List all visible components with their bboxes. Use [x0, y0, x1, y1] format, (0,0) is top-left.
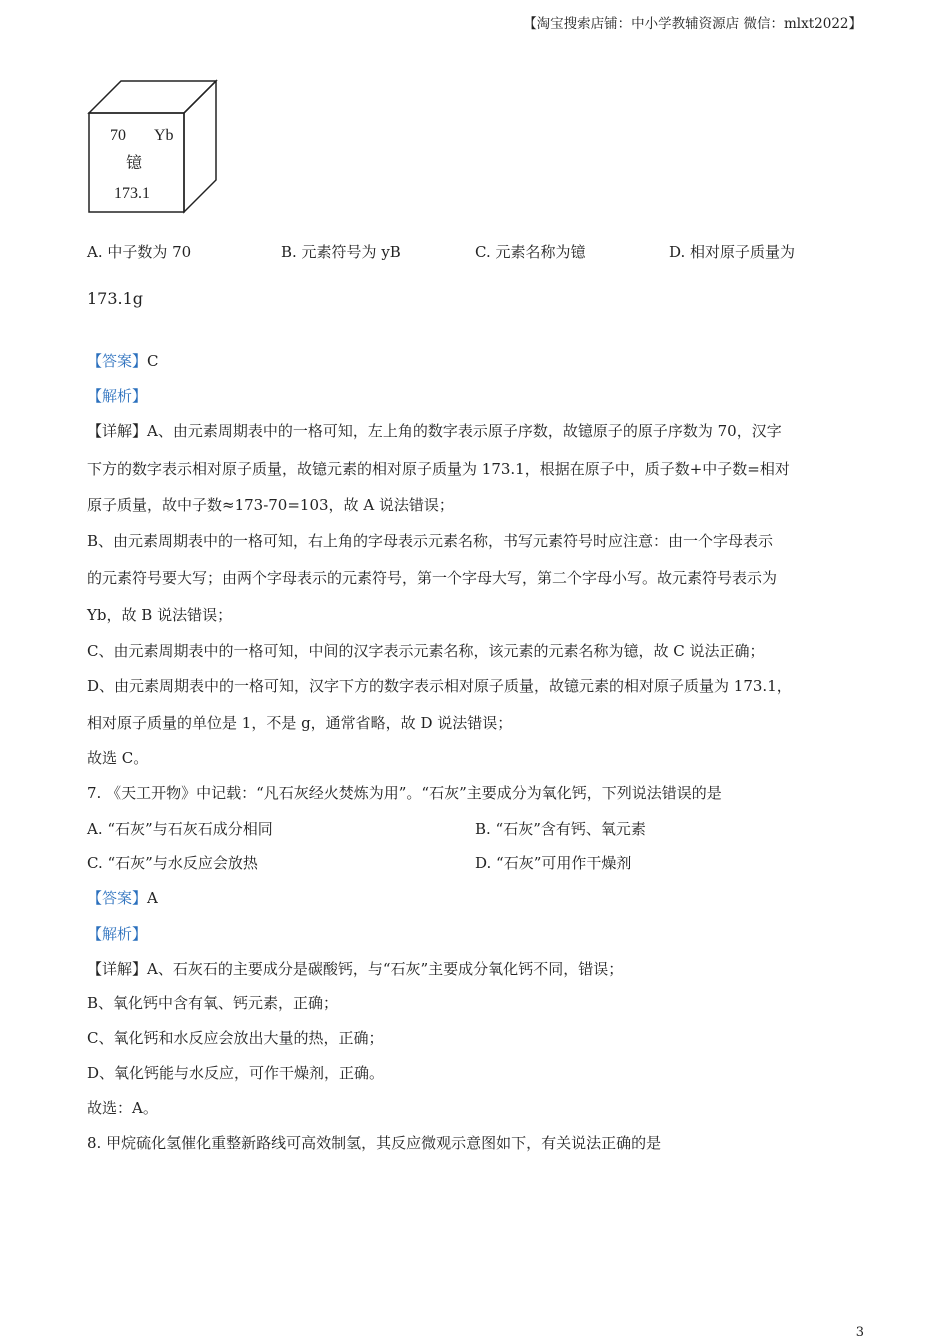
q7-option-a: A. “石灰”与石灰石成分相同 — [87, 820, 273, 838]
page-number: 3 — [855, 1325, 864, 1340]
q7-analysis-label: 【解析】 — [87, 925, 148, 943]
detail-label: 【详解】 — [87, 960, 148, 978]
q6-option-c: C. 元素名称为镱 — [475, 243, 586, 261]
q6-detail-line: 相对原子质量的单位是 1，不是 g，通常省略，故 D 说法错误； — [87, 714, 513, 732]
element-atomic-number: 70 — [110, 127, 126, 144]
q6-detail-line: 原子质量，故中子数≈173-70=103，故 A 说法错误； — [87, 496, 454, 514]
q6-detail-line — [87, 420, 782, 441]
q6-detail-line: 的元素符号要大写；由两个字母表示的元素符号，第一个字母大写，第二个字母小写。故元素符号表示为 — [87, 569, 778, 587]
q6-option-d-continued: 173.1g — [87, 289, 144, 308]
answer-label: 【答案】 — [87, 352, 148, 370]
page-header: 【淘宝搜索店铺：中小学教辅资源店 微信：mlxt2022】 — [523, 16, 862, 32]
element-symbol: Yb — [154, 127, 174, 144]
q6-detail-line: B、由元素周期表中的一格可知，右上角的字母表示元素名称，书写元素符号时应注意：由一个字母表示 — [87, 532, 774, 550]
answer-value: C — [147, 352, 159, 370]
q6-detail-line: C、由元素周期表中的一格可知，中间的汉字表示元素名称，该元素的元素名称为镱，故 C 说法正确； — [87, 642, 765, 660]
detail-text: A、由元素周期表中的一格可知，左上角的数字表示原子序数，故镱原子的原子序数为 70，汉字 — [147, 422, 782, 440]
q6-detail-line: D、由元素周期表中的一格可知，汉字下方的数字表示相对原子质量，故镱元素的相对原子质量为 173.1， — [87, 677, 792, 695]
q7-detail-line: D、氧化钙能与水反应，可作干燥剂，正确。 — [87, 1064, 385, 1082]
q7-stem: 7. 《天工开物》中记载：“凡石灰经火焚炼为用”。“石灰”主要成分为氧化钙，下列说法错误的是 — [87, 784, 722, 802]
q7-option-c: C. “石灰”与水反应会放热 — [87, 854, 258, 872]
q6-detail-line: Yb，故 B 说法错误； — [87, 606, 233, 624]
answer-value: A — [147, 889, 158, 907]
q7-detail-line: 故选：A。 — [87, 1099, 158, 1117]
element-mass: 173.1 — [114, 185, 150, 202]
q7-option-b: B. “石灰”含有钙、氧元素 — [475, 820, 646, 838]
detail-label: 【详解】 — [87, 422, 148, 440]
detail-text: A、石灰石的主要成分是碳酸钙，与“石灰”主要成分氧化钙不同，错误； — [147, 960, 624, 978]
q7-answer — [87, 887, 158, 908]
element-tile-figure — [86, 78, 220, 216]
q6-option-b: B. 元素符号为 yB — [281, 243, 401, 261]
q7-detail-line: C、氧化钙和水反应会放出大量的热，正确； — [87, 1029, 384, 1047]
q6-detail-line: 下方的数字表示相对原子质量，故镱元素的相对原子质量为 173.1，根据在原子中，质子数+中子数=相对 — [87, 460, 790, 478]
q7-option-d: D. “石灰”可用作干燥剂 — [475, 854, 632, 872]
q6-option-a: A. 中子数为 70 — [87, 243, 192, 261]
q8-stem: 8. 甲烷硫化氢催化重整新路线可高效制氢，其反应微观示意图如下，有关说法正确的是 — [87, 1134, 662, 1152]
q7-detail-line: B、氧化钙中含有氧、钙元素，正确； — [87, 994, 339, 1012]
q7-detail-line — [87, 958, 623, 979]
q6-answer — [87, 350, 159, 371]
element-name: 镱 — [126, 155, 143, 172]
answer-label: 【答案】 — [87, 889, 148, 907]
q6-option-d: D. 相对原子质量为 — [669, 243, 796, 261]
q6-analysis-label: 【解析】 — [87, 387, 148, 405]
q6-detail-line: 故选 C。 — [87, 749, 149, 767]
